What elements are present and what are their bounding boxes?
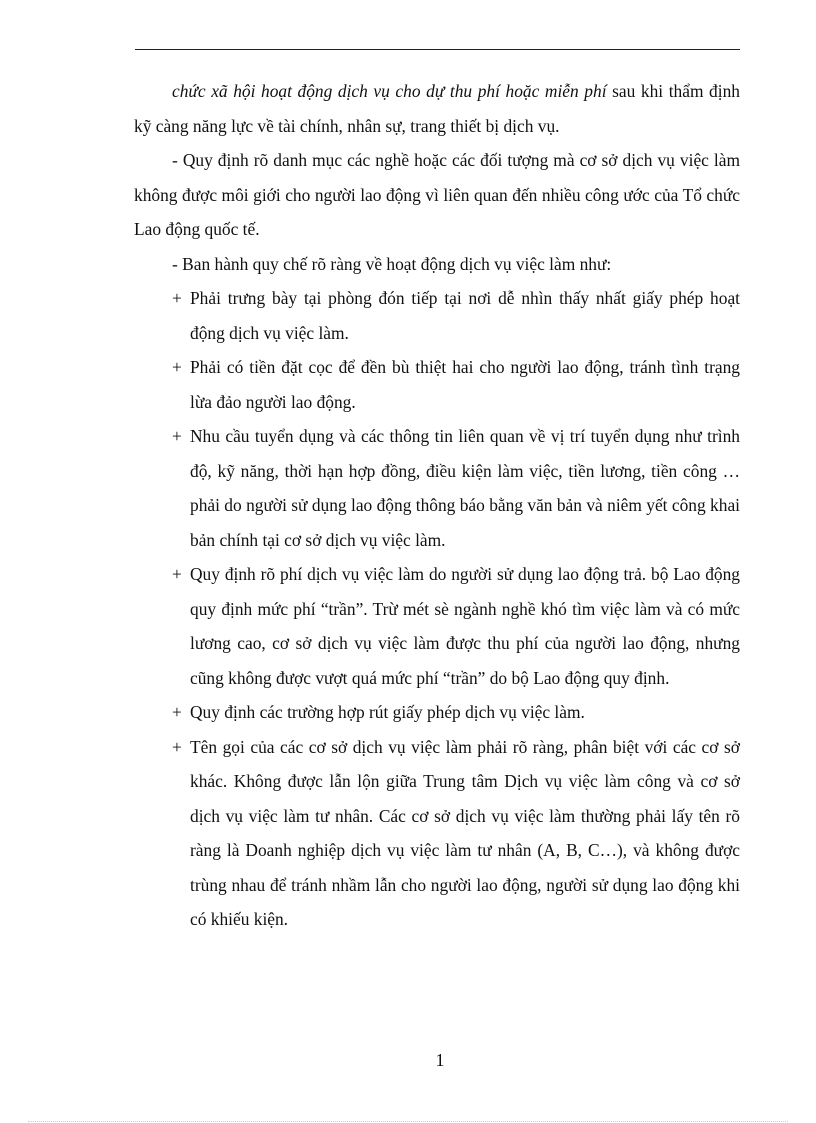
list-item <box>134 350 740 419</box>
plus-marker: + <box>172 702 182 722</box>
plus-marker: + <box>172 357 182 377</box>
list-item <box>134 419 740 557</box>
paragraph-occupation-list: - Quy định rõ danh mục các nghề hoặc các đối tượng mà cơ sở dịch vụ việc làm không được môi giới cho người lao động vì liên quan đến nhiều công ước của Tổ chức Lao động quốc tế. <box>134 150 740 239</box>
list-item-text: Quy định các trường hợp rút giấy phép dịch vụ việc làm. <box>190 702 585 722</box>
list-item-text: Phải trưng bày tại phòng đón tiếp tại nơi dễ nhìn thấy nhất giấy phép hoạt động dịch vụ việc làm. <box>190 288 740 343</box>
list-item <box>134 557 740 695</box>
paragraph-continuation <box>134 74 740 143</box>
plus-marker: + <box>172 564 182 584</box>
list-item <box>134 695 740 730</box>
list-item-text: Tên gọi của các cơ sở dịch vụ việc làm phải rõ ràng, phân biệt với các cơ sở khác. Không được lẫn lộn giữa Trung tâm Dịch vụ việc làm công và cơ sở dịch vụ việc làm tư nhân. Các cơ sở dịch vụ việc làm thường phải lấy tên rõ ràng là Doanh nghiệp dịch vụ việc làm tư nhân (A, B, C…), và không được trùng nhau để tránh nhầm lẫn cho người lao động, người sử dụng lao động khi có khiếu kiện. <box>190 736 740 929</box>
page-number: 1 <box>435 1050 445 1070</box>
list-item-text: Phải có tiền đặt cọc để đền bù thiệt hai cho người lao động, tránh tình trạng lừa đảo người lao động. <box>190 357 740 412</box>
plus-marker: + <box>172 426 182 446</box>
list-item <box>134 281 740 350</box>
italic-phrase: chức xã hội hoạt động dịch vụ cho dự thu phí hoặc miễn phí <box>172 81 607 101</box>
list-item-text: Quy định rõ phí dịch vụ việc làm do người sử dụng lao động trả. bộ Lao động quy định mức phí “trần”. Trừ mét sè ngành nghề khó tìm việc làm và có mức lương cao, cơ sở dịch vụ việc làm được thu phí của người lao động, nhưng cũng không được vượt quá mức phí “trần” do bộ Lao động quy định. <box>190 564 740 688</box>
plus-marker: + <box>172 736 182 757</box>
page-bottom-border <box>28 1121 788 1122</box>
paragraph-continuation-text: sau khi thẩm định kỹ càng năng lực về tài chính, nhân sự, trang thiết bị dịch vụ. <box>134 81 740 136</box>
paragraph-regulations-intro: - Ban hành quy chế rõ ràng về hoạt động dịch vụ việc làm như: <box>172 253 612 274</box>
plus-marker: + <box>172 288 182 308</box>
body-text <box>134 74 740 937</box>
list-item-text: Nhu cầu tuyển dụng và các thông tin liên quan về vị trí tuyển dụng như trình độ, kỹ năng, thời hạn hợp đồng, điều kiện làm việc, tiền lương, tiền công … phải do người sử dụng lao động thông báo bằng văn bản và niêm yết công khai bản chính tại cơ sở dịch vụ việc làm. <box>190 426 740 550</box>
list-item <box>134 730 740 937</box>
header-rule <box>135 49 740 50</box>
